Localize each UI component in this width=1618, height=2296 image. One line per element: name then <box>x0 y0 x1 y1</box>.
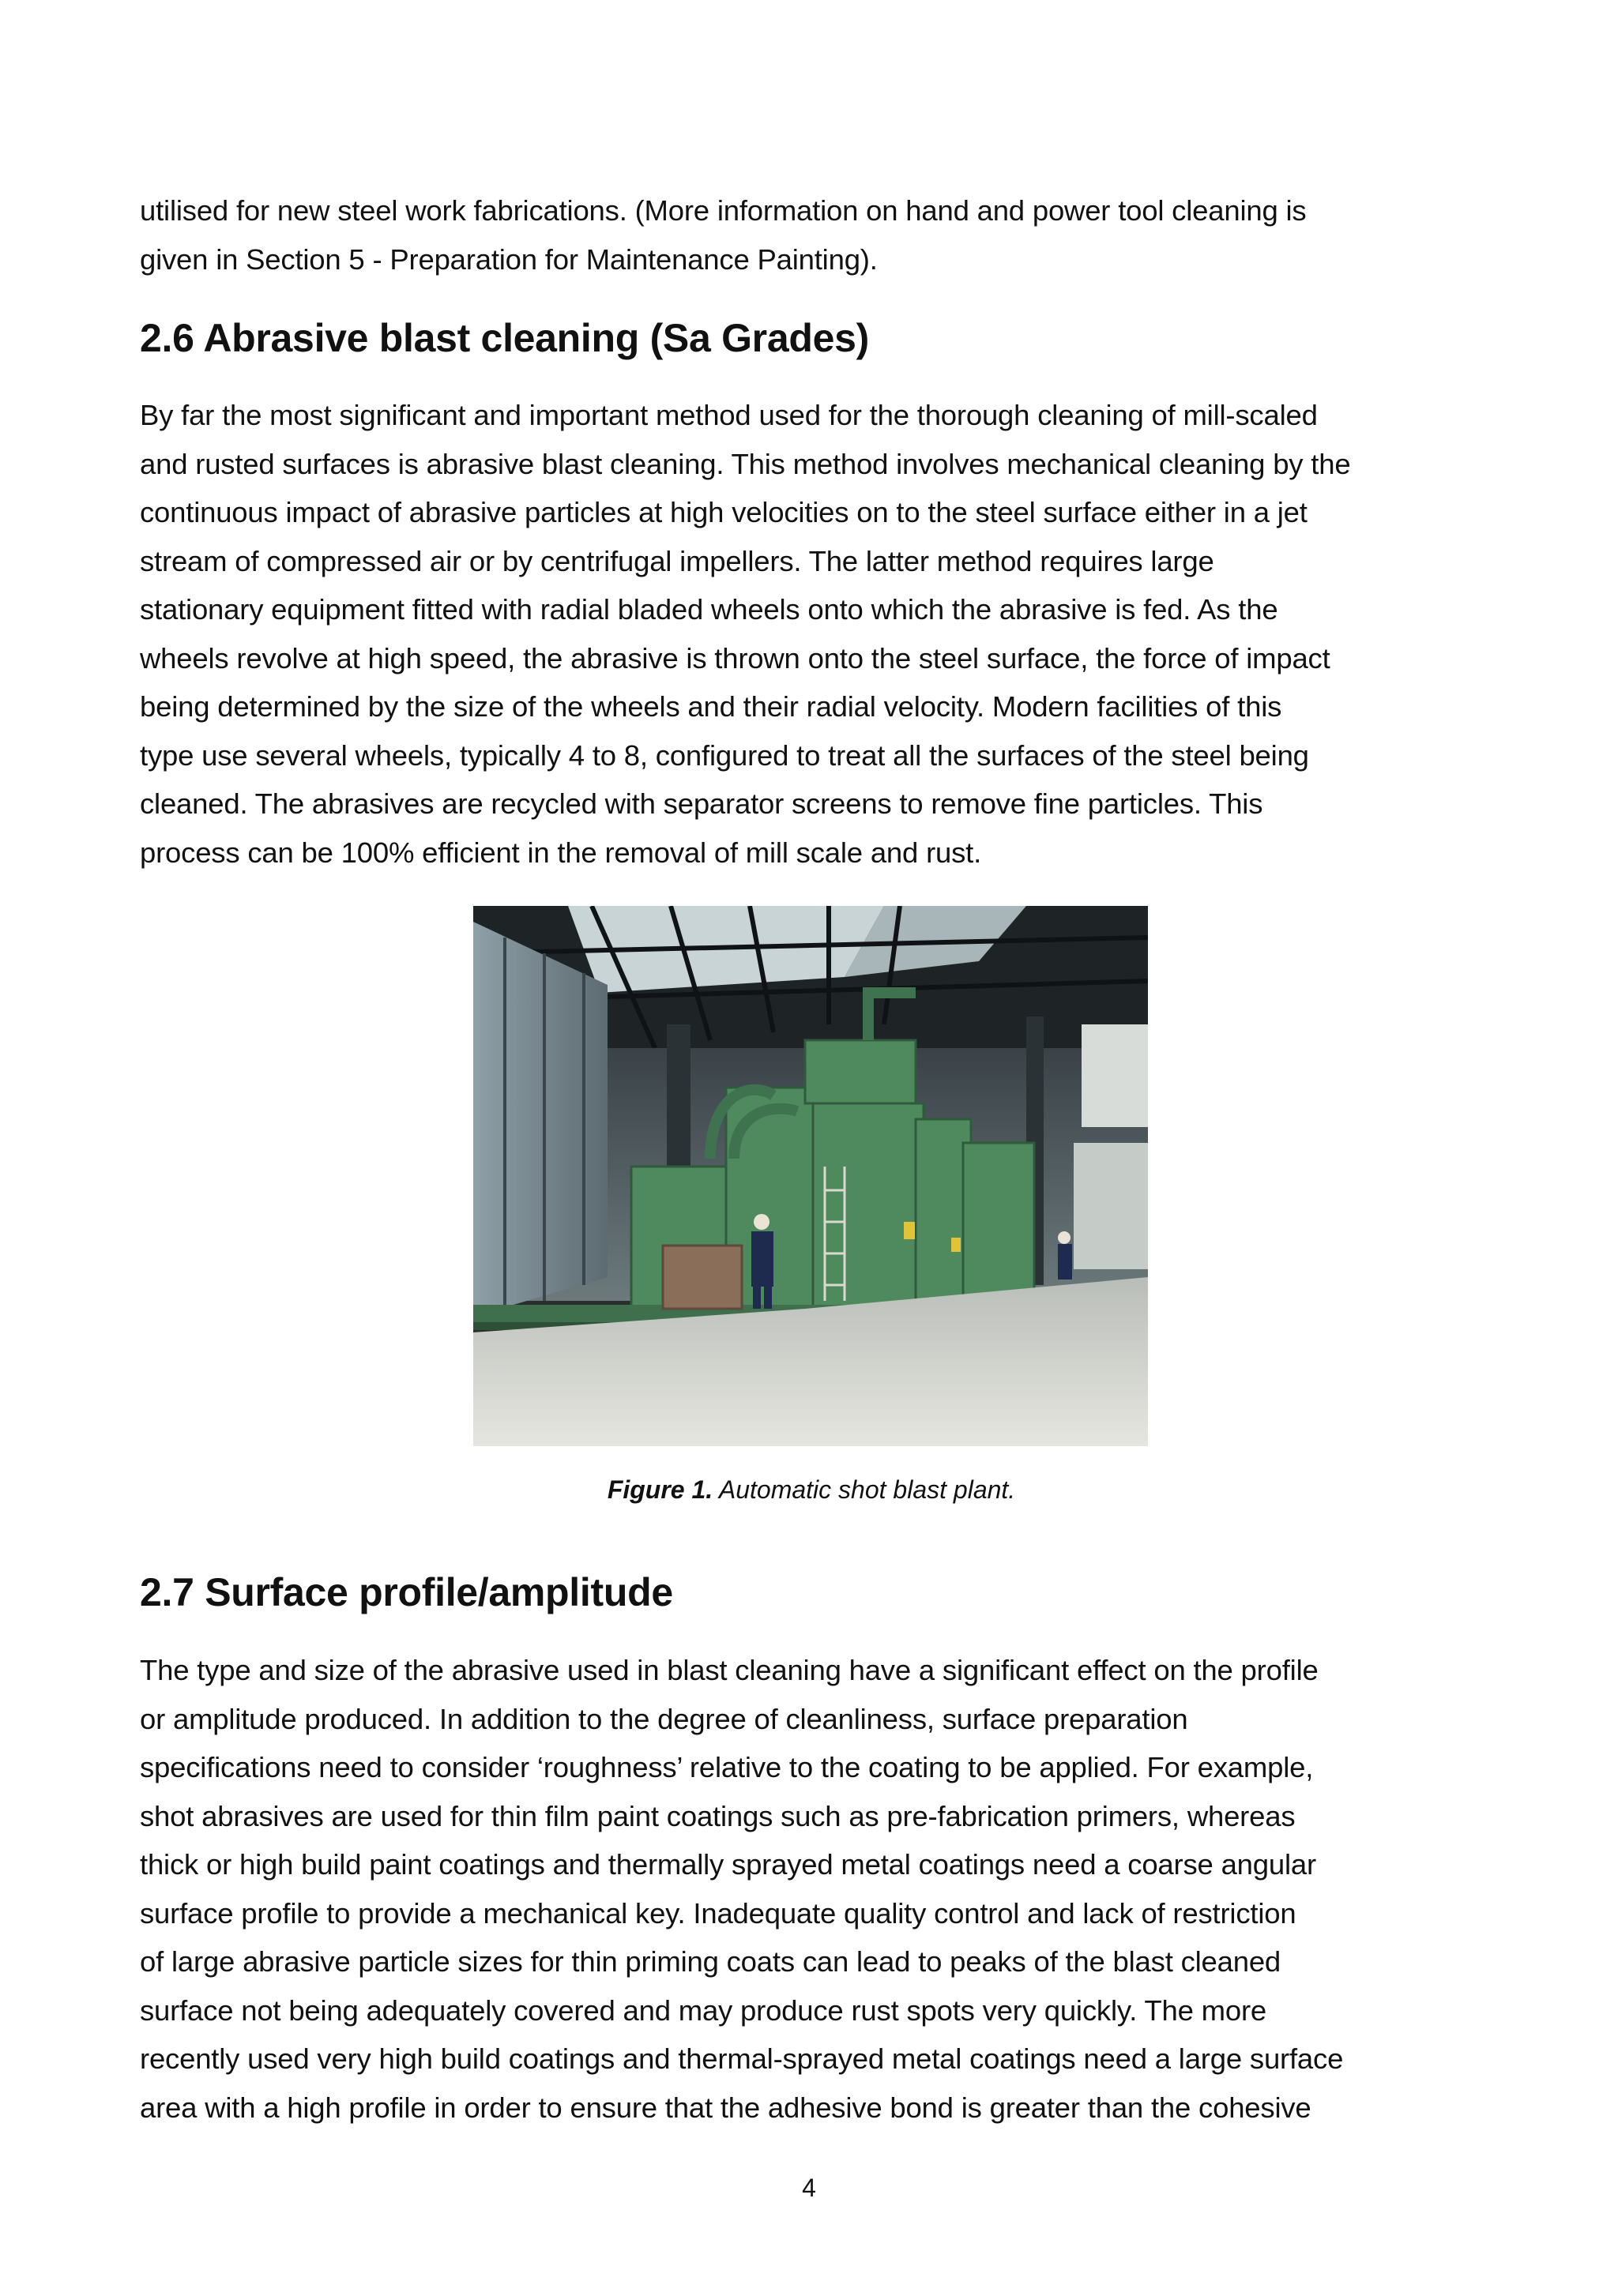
text-line: utilised for new steel work fabrications. (More information on hand and power tool cleaning is <box>140 194 1307 227</box>
text-line: wheels revolve at high speed, the abrasive is thrown onto the steel surface, the force of impact <box>140 641 1330 675</box>
text-line: shot abrasives are used for thin film paint coatings such as pre-fabrication primers, whereas <box>140 1799 1296 1832</box>
text-line: of large abrasive particle sizes for thin priming coats can lead to peaks of the blast cleaned <box>140 1945 1281 1978</box>
text-line: continuous impact of abrasive particles at high velocities on to the steel surface either in a jet <box>140 496 1308 528</box>
figure-shot-blast-plant-photo <box>473 906 1148 1446</box>
text-line: The type and size of the abrasive used in blast cleaning have a significant effect on the profile <box>140 1654 1319 1686</box>
section-2-7-paragraph <box>140 1646 1343 2132</box>
text-line: specifications need to consider ‘roughness’ relative to the coating to be applied. For example, <box>140 1751 1314 1783</box>
text-line: thick or high build paint coatings and thermally sprayed metal coatings need a coarse angular <box>140 1848 1316 1881</box>
factory-photo-illustration <box>473 906 1148 1446</box>
text-line: stationary equipment fitted with radial bladed wheels onto which the abrasive is fed. As the <box>140 593 1278 626</box>
text-line: type use several wheels, typically 4 to 8, configured to treat all the surfaces of the steel being <box>140 738 1309 772</box>
text-line: being determined by the size of the wheels and their radial velocity. Modern facilities of this <box>140 690 1282 723</box>
section-heading-2-7: 2.7 Surface profile/amplitude <box>140 1570 673 1614</box>
text-line: By far the most significant and important method used for the thorough cleaning of mill-scaled <box>140 399 1318 431</box>
figure-label: Figure 1. <box>607 1475 713 1504</box>
intro-paragraph <box>140 186 1306 284</box>
section-2-6-paragraph <box>140 391 1350 877</box>
text-line: area with a high profile in order to ensure that the adhesive bond is greater than the cohesive <box>140 2091 1311 2124</box>
text-line: or amplitude produced. In addition to the degree of cleanliness, surface preparation <box>140 1702 1188 1735</box>
text-line: surface not being adequately covered and may produce rust spots very quickly. The more <box>140 1993 1267 2027</box>
text-line: surface profile to provide a mechanical key. Inadequate quality control and lack of restriction <box>140 1896 1296 1930</box>
text-line: cleaned. The abrasives are recycled with separator screens to remove fine particles. This <box>140 787 1263 820</box>
text-line: recently used very high build coatings and thermal-sprayed metal coatings need a large surface <box>140 2042 1344 2075</box>
page-number: 4 <box>802 2174 816 2202</box>
figure-caption-text: Automatic shot blast plant. <box>718 1475 1016 1504</box>
text-line: and rusted surfaces is abrasive blast cleaning. This method involves mechanical cleaning by the <box>140 447 1351 480</box>
figure-caption <box>140 1472 1483 1507</box>
text-line: stream of compressed air or by centrifugal impellers. The latter method requires large <box>140 544 1214 577</box>
text-line: process can be 100% efficient in the removal of mill scale and rust. <box>140 836 982 869</box>
section-heading-2-6: 2.6 Abrasive blast cleaning (Sa Grades) <box>140 316 869 360</box>
text-line: given in Section 5 - Preparation for Maintenance Painting). <box>140 242 878 276</box>
